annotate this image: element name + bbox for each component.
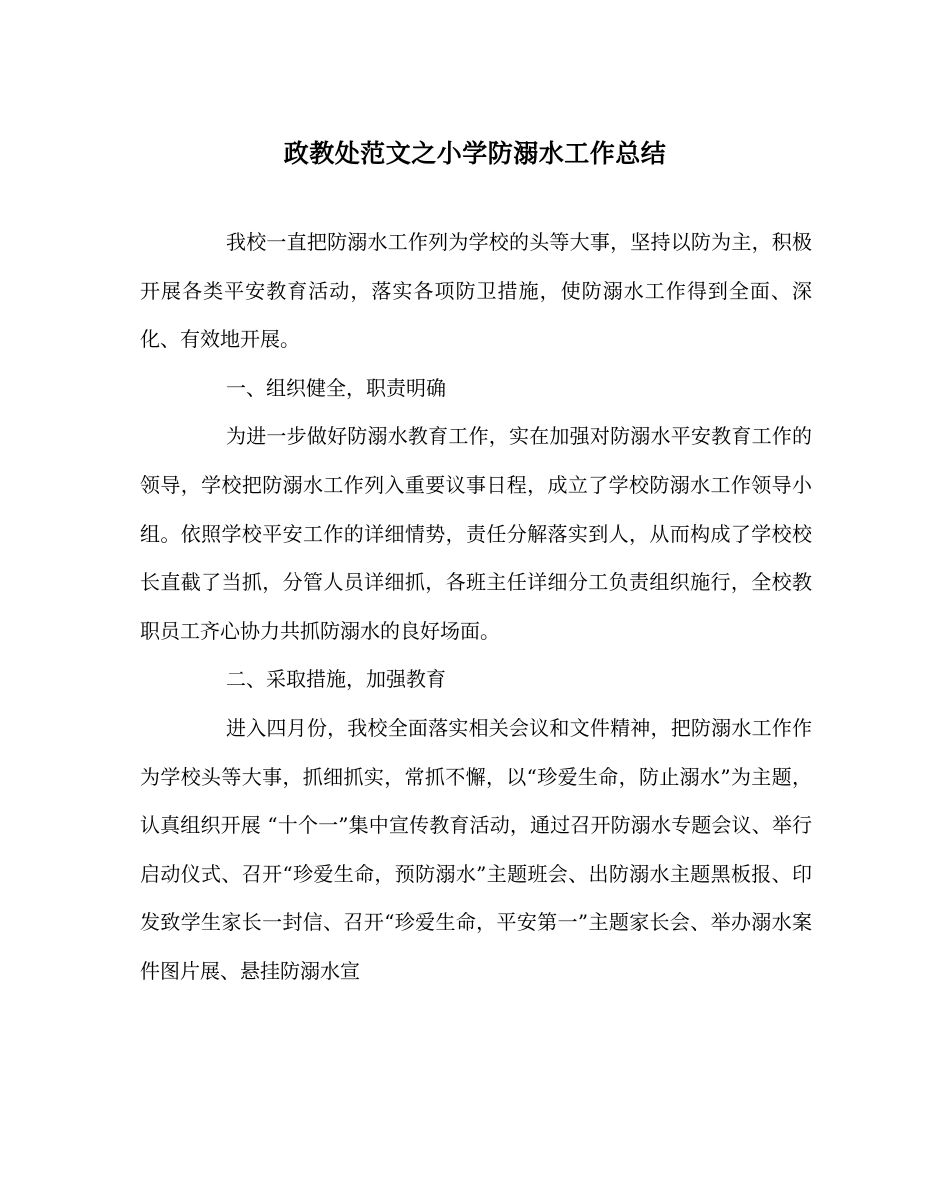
paragraph-measures: 进入四月份，我校全面落实相关会议和文件精神，把防溺水工作作为学校头等大事，抓细抓实，常抓不懈，以“珍爱生命，防止溺水”为主题，认真组织开展 “十个一”集中宣传教育活动，通过召开防溺水专题会议、举行启动仪式、召开“珍爱生命，预防溺水”主题班会、出防溺水主题黑板报、印发致学生家长一封信、召开“珍爱生命，平安第一”主题家长会、举办溺水案件图片展、悬挂防溺水宣	[140, 715, 812, 983]
page-title: 政教处范文之小学防溺水工作总结	[283, 139, 667, 168]
paragraph-intro: 我校一直把防溺水工作列为学校的头等大事，坚持以防为主，积极开展各类平安教育活动，落实各项防卫措施，使防溺水工作得到全面、深化、有效地开展。	[140, 230, 812, 352]
paragraph-organization: 为进一步做好防溺水教育工作，实在加强对防溺水平安教育工作的领导，学校把防溺水工作列入重要议事日程，成立了学校防溺水工作领导小组。依照学校平安工作的详细情势，责任分解落实到人，从而构成了学校校长直截了当抓，分管人员详细抓，各班主任详细分工负责组织施行，全校教职员工齐心协力共抓防溺水的良好场面。	[140, 424, 812, 643]
section-heading-1: 一、组织健全，职责明确	[226, 375, 446, 400]
section-heading-2: 二、采取措施，加强教育	[226, 667, 446, 692]
document-body	[140, 218, 812, 996]
